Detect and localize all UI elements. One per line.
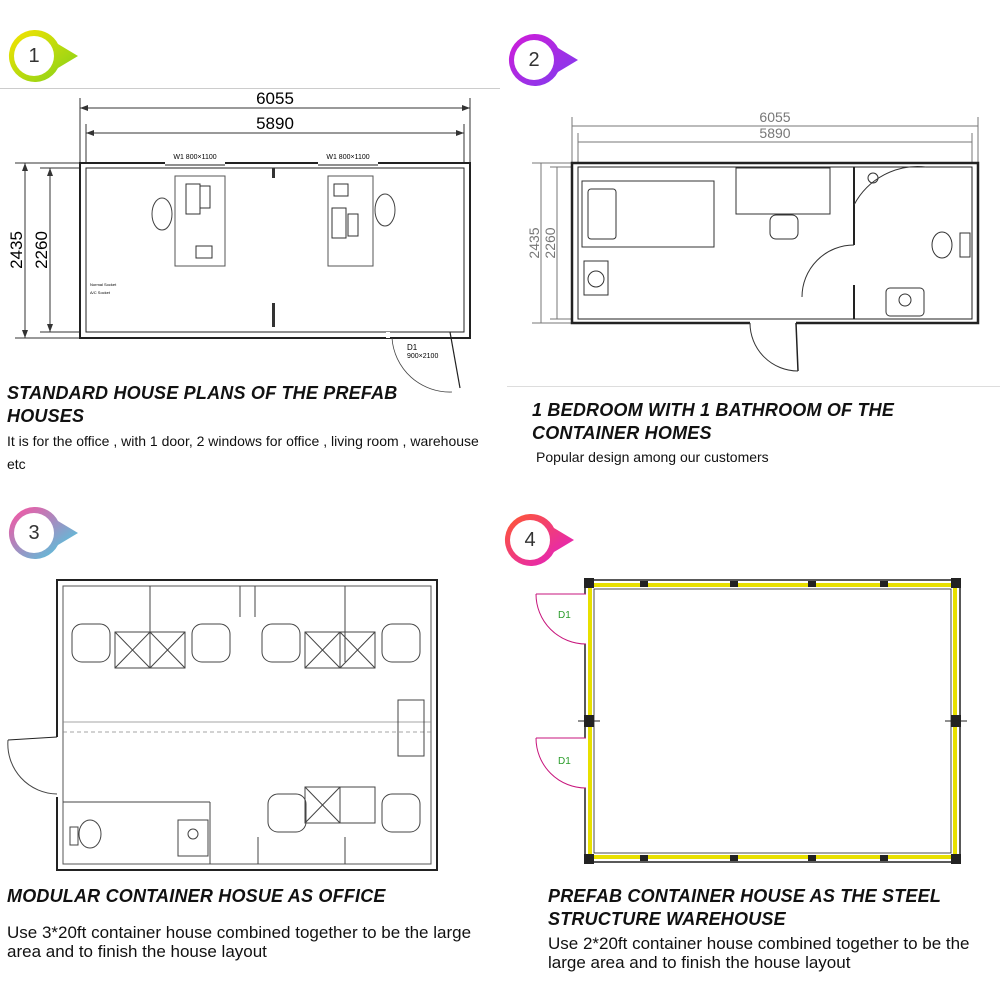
dim-height-inner-label: 2260: [542, 227, 558, 259]
panel-4-title: PREFAB CONTAINER HOUSE AS THE STEEL STRUCTURE WAREHOUSE: [548, 886, 941, 929]
container-outline: [57, 580, 437, 870]
dim-inner-label: 5890: [759, 125, 791, 141]
socket-label-2: A/C Socket: [90, 290, 111, 295]
window-label-2: W1 800×1100: [326, 154, 370, 161]
step-number-1: 1: [28, 45, 40, 67]
socket-label-1: Normal Socket: [90, 282, 117, 287]
dim-outer-label: 6055: [256, 89, 294, 108]
floor-plan-1: [0, 88, 500, 398]
window-label-1: W1 800×1100: [173, 154, 217, 161]
door-label: D1: [407, 343, 418, 352]
panel-2-description: Popular design among our customers: [536, 449, 769, 465]
panel-2-title: 1 BEDROOM WITH 1 BATHROOM OF THE CONTAINER HOMES: [532, 400, 895, 443]
panel-3-description: Use 3*20ft container house combined together to be the large area and to finish the house layout: [7, 923, 472, 961]
step-number-2: 2: [528, 49, 540, 71]
dim-inner-label: 5890: [256, 114, 294, 133]
dim-height-outer-label: 2435: [526, 227, 542, 259]
panel-3-title: MODULAR CONTAINER HOSUE AS OFFICE: [7, 886, 386, 906]
floor-plan-3: [0, 572, 460, 882]
panel-4-description: Use 2*20ft container house combined together to be the large area and to finish the house layout: [548, 934, 970, 972]
door-label-1: D1: [558, 610, 571, 621]
panel-1-title: STANDARD HOUSE PLANS OF THE PREFAB HOUSES: [7, 383, 398, 426]
floor-plan-2: [510, 105, 1000, 395]
panel-1-description: It is for the office , with 1 door, 2 windows for office , living room , warehouse etc: [7, 433, 479, 472]
dim-height-inner-label: 2260: [32, 231, 51, 269]
panel-2-divider: [507, 386, 1000, 387]
door-label-2: D1: [558, 756, 571, 767]
floor-plan-4: [520, 572, 980, 882]
step-number-4: 4: [524, 529, 536, 551]
door-size-label: 900×2100: [407, 353, 439, 360]
container-outline: [572, 163, 978, 323]
dim-height-outer-label: 2435: [7, 231, 26, 269]
container-outline: [585, 580, 960, 862]
step-number-3: 3: [28, 522, 40, 544]
dim-outer-label: 6055: [759, 109, 791, 125]
